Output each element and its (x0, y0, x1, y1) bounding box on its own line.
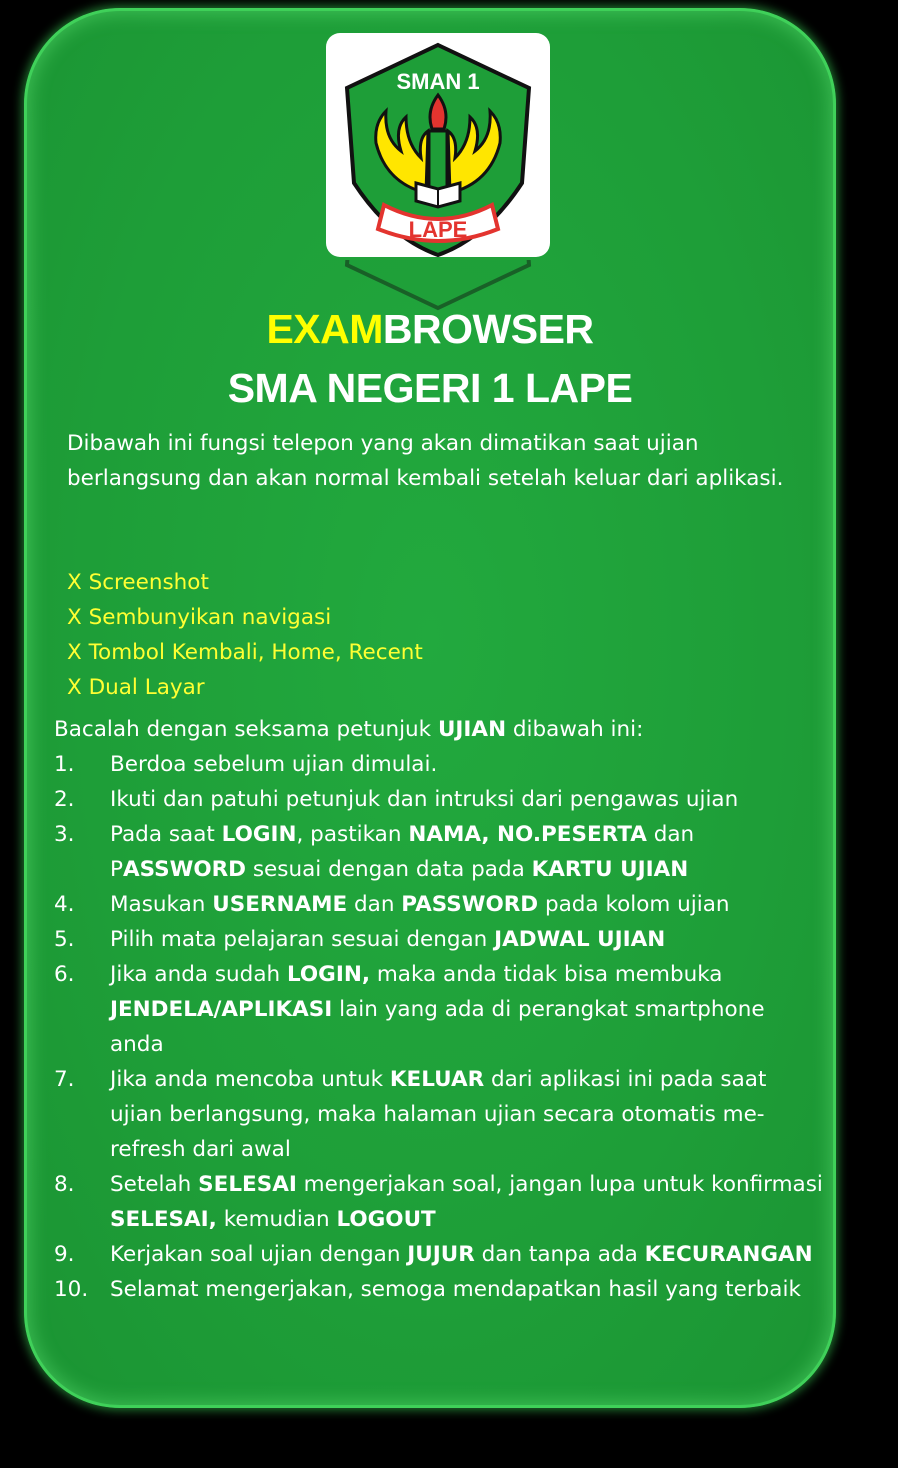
item-number: 7. (54, 1067, 75, 1092)
item-bold: KELUAR (389, 1067, 485, 1092)
item-number: 9. (54, 1242, 75, 1267)
instructions-list (54, 747, 824, 1307)
item-text: Ikuti dan patuhi petunjuk dan intruksi dari pengawas ujian (110, 787, 739, 812)
info-card (24, 8, 836, 1408)
app-title (24, 306, 836, 353)
item-bold: LOGIN, (286, 962, 370, 987)
item-bold: ASSWORD (122, 857, 247, 882)
item-bold: JADWAL UJIAN (494, 927, 666, 952)
item-bold: USERNAME (212, 892, 348, 917)
school-emblem-icon (326, 33, 550, 257)
instruction-item (54, 922, 824, 957)
item-text: , pastikan (296, 822, 409, 847)
feature-item: X Tombol Kembali, Home, Recent (67, 640, 423, 665)
item-text: lain yang ada di perangkat smartphone anda (110, 997, 765, 1057)
lead-bold: UJIAN (437, 717, 507, 742)
lead-text-end: dibawah ini: (506, 717, 644, 742)
item-bold: PASSWORD (401, 892, 539, 917)
logo-top-text: SMAN 1 (396, 69, 480, 94)
app-title-rest: BROWSER (382, 306, 594, 352)
item-text: Masukan (110, 892, 213, 917)
item-text: Jika anda sudah (110, 962, 287, 987)
item-bold: JENDELA/APLIKASI (110, 997, 333, 1022)
item-text: Pilih mata pelajaran sesuai dengan (110, 927, 495, 952)
item-text: Pada saat (110, 822, 222, 847)
item-text: Jika anda mencoba untuk (110, 1067, 390, 1092)
item-text: dari aplikasi ini pada saat ujian berlangsung, maka halaman ujian secara otomatis me-refresh dari awal (110, 1067, 767, 1162)
item-bold: SELESAI (198, 1172, 297, 1197)
item-bold: SELESAI, (110, 1207, 217, 1232)
instructions-lead (54, 712, 814, 747)
app-title-highlight: EXAM (266, 306, 383, 352)
instruction-item (54, 957, 824, 1062)
feature-item: X Sembunyikan navigasi (67, 605, 332, 630)
instruction-item (54, 1272, 824, 1307)
school-logo (326, 33, 550, 257)
instruction-item (54, 1237, 824, 1272)
item-text: dan tanpa ada (474, 1242, 645, 1267)
instruction-item (54, 817, 824, 887)
item-text: sesuai dengan data pada (246, 857, 532, 882)
item-bold: NAMA, NO.PESERTA (408, 822, 647, 847)
instruction-item (54, 887, 824, 922)
instruction-item (54, 1167, 824, 1237)
disabled-features-list (67, 565, 423, 705)
item-text: Selamat mengerjakan, semoga mendapatkan hasil yang terbaik (110, 1277, 801, 1302)
item-text: Kerjakan soal ujian dengan (110, 1242, 408, 1267)
lead-text: Bacalah dengan seksama petunjuk (54, 717, 438, 742)
logo-banner-text: LAPE (408, 217, 468, 242)
item-bold: LOGIN (221, 822, 297, 847)
item-number: 2. (54, 787, 75, 812)
feature-item: X Dual Layar (67, 675, 205, 700)
item-text: dan (347, 892, 402, 917)
instruction-item (54, 747, 824, 782)
item-text: pada kolom ujian (538, 892, 730, 917)
item-number: 4. (54, 892, 75, 917)
item-number: 8. (54, 1172, 75, 1197)
item-number: 5. (54, 927, 75, 952)
instruction-item (54, 1062, 824, 1167)
item-number: 6. (54, 962, 75, 987)
item-number: 1. (54, 752, 75, 777)
instruction-item (54, 782, 824, 817)
item-bold: LOGOUT (336, 1207, 436, 1232)
item-number: 3. (54, 822, 75, 847)
item-bold: KECURANGAN (644, 1242, 813, 1267)
school-name: SMA NEGERI 1 LAPE (227, 365, 633, 411)
item-text: maka anda tidak bisa membuka (370, 962, 723, 987)
item-text: mengerjakan soal, jangan lupa untuk konfirmasi (296, 1172, 823, 1197)
feature-item: X Screenshot (67, 570, 209, 595)
item-text: Setelah (110, 1172, 199, 1197)
item-text: dan P (110, 822, 695, 882)
item-text: Berdoa sebelum ujian dimulai. (110, 752, 438, 777)
item-bold: KARTU UJIAN (531, 857, 689, 882)
item-text: kemudian (216, 1207, 337, 1232)
intro-text: Dibawah ini fungsi telepon yang akan dimatikan saat ujian berlangsung dan akan normal kembali setelah keluar dari aplikasi. (67, 431, 784, 491)
item-number: 10. (54, 1277, 89, 1302)
item-bold: JUJUR (407, 1242, 475, 1267)
